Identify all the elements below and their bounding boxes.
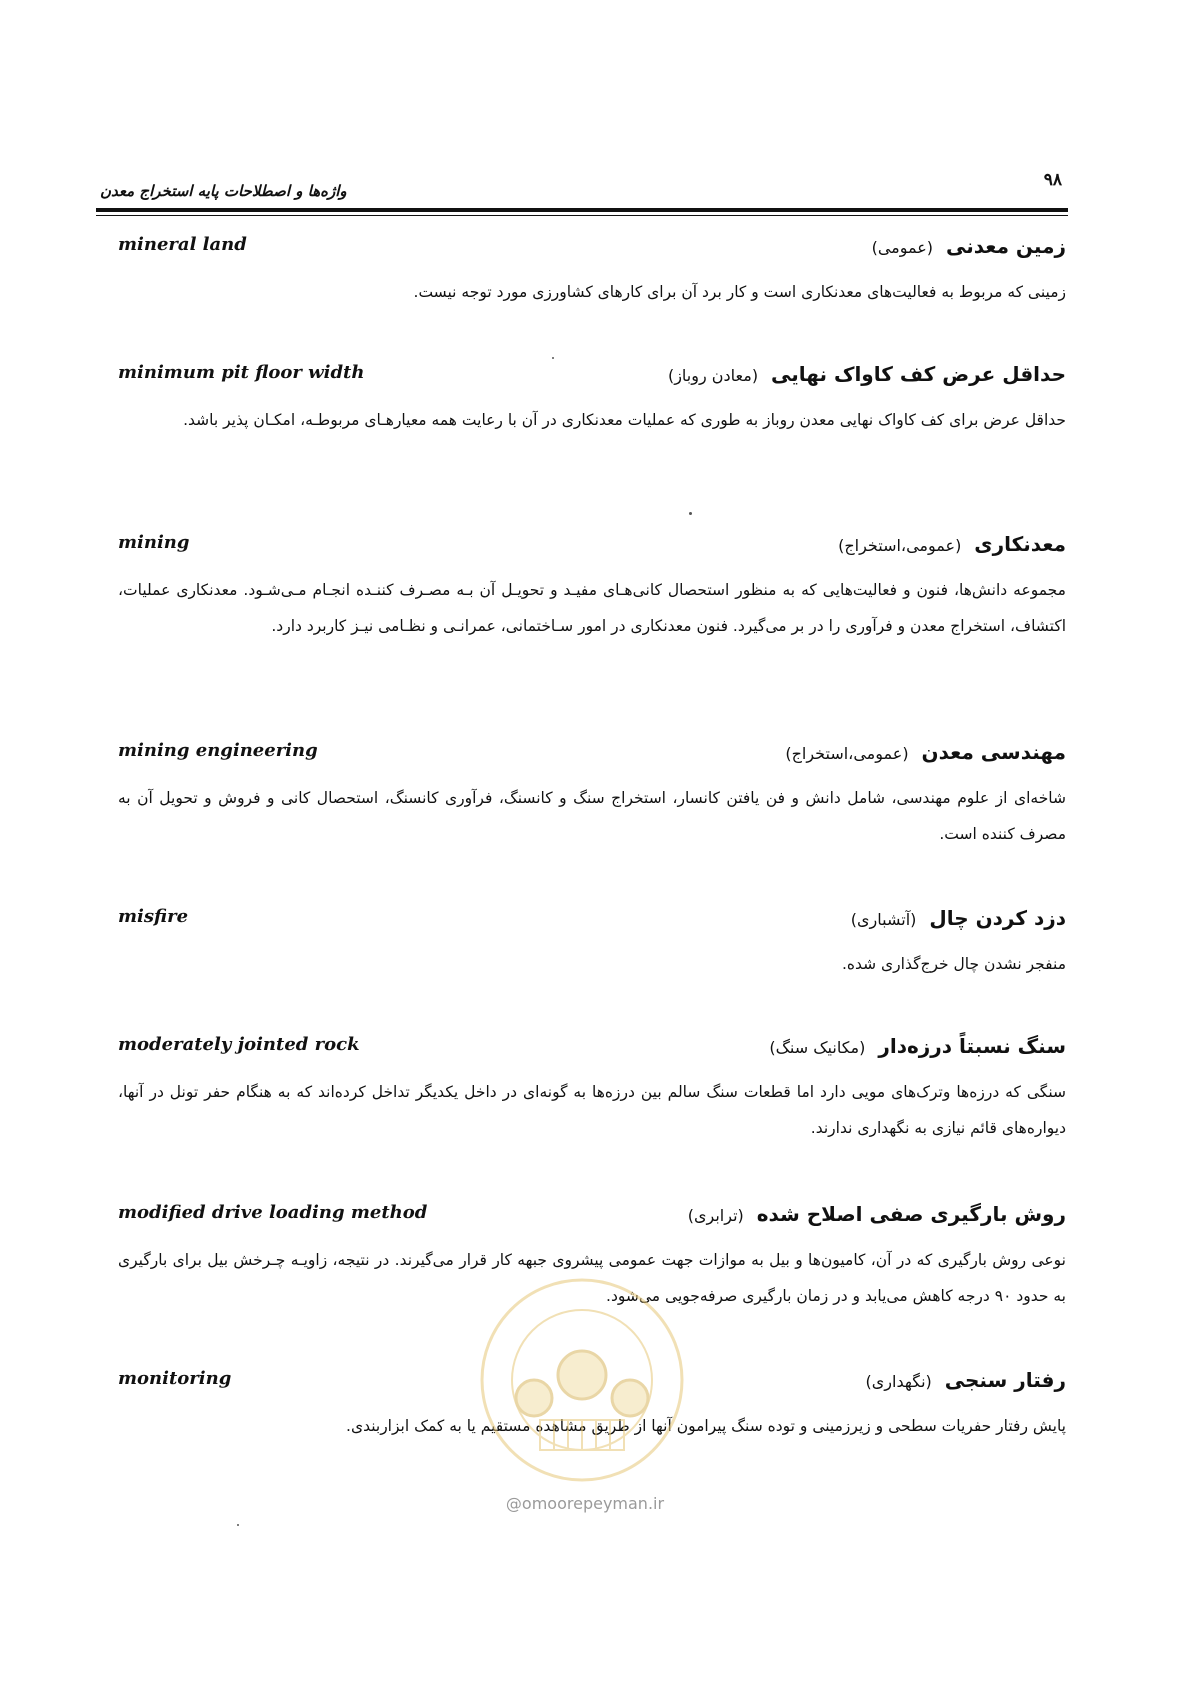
term-english: minimum pit floor width (118, 362, 365, 383)
term-persian-text: معدنکاری (974, 532, 1066, 556)
page-number: ۹۸ (1043, 170, 1062, 190)
term-category: (معادن روباز) (667, 366, 759, 385)
glossary-entry (118, 1368, 1066, 1444)
term-persian (785, 740, 1066, 764)
term-category: (عمومی،استخراج) (838, 536, 962, 555)
term-category: (آتشباری) (850, 910, 917, 929)
term-english: misfire (118, 906, 189, 927)
term-definition: حداقل عرض برای کف کاواک نهایی معدن روباز به طوری که عملیات معدنکاری در آن با رعایت همه معیارهـای مربوطـه، امکـان پذیر باشد. (183, 411, 1066, 429)
term-persian (769, 1034, 1066, 1058)
term-persian-text: روش بارگیری صفی اصلاح شده (756, 1202, 1066, 1226)
entry-heading (118, 362, 1066, 394)
term-definition: نوعی روش بارگیری که در آن، کامیون‌ها و بیل به موازات جهت عمومی پیشروی جبهه کار قرار می‌گیرند. در نتیجه، زاویـه چـرخش بیل برای بارگیری به حدود ۹۰ درجه کاهش می‌یابد و در زمان بارگیری صرفه‌جویی می‌شود. (118, 1251, 1066, 1305)
term-persian (872, 234, 1066, 258)
term-english: mining engineering (118, 740, 318, 761)
running-title: واژه‌ها و اصطلاحات پایه استخراج معدن (100, 182, 347, 200)
term-definition: مجموعه دانش‌ها، فنون و فعالیت‌هایی که به منظور استحصال کانی‌هـای مفیـد و تحویـل آن بـه مصـرف کننـده انجـام مـی‌شـود. معدنکاری عملیات، اکتشاف، استخراج معدن و فرآوری را در بر می‌گیرد. فنون معدنکاری در امور سـاختمانی، عمرانـی و نظـامی نیـز کاربرد دارد. (118, 581, 1066, 635)
watermark-url: @omoorepeyman.ir (505, 1494, 665, 1513)
term-persian (688, 1202, 1066, 1226)
term-definition: منفجر نشدن چال خرج‌گذاری شده. (841, 955, 1066, 973)
glossary-entry (118, 740, 1066, 852)
term-persian (668, 362, 1066, 386)
glossary-entry (118, 532, 1066, 644)
term-persian-text: رفتار سنجی (944, 1368, 1066, 1392)
glossary-entry (118, 362, 1066, 438)
term-persian-text: حداقل عرض کف کاواک نهایی (771, 362, 1066, 386)
glossary-entry (118, 1034, 1066, 1146)
glossary-entry (118, 234, 1066, 310)
entry-heading (118, 1202, 1066, 1234)
term-persian-text: دزد کردن چال (929, 906, 1066, 930)
term-category: (ترابری) (687, 1206, 744, 1225)
term-category: (عمومی) (871, 238, 934, 257)
glossary-entry (118, 906, 1066, 982)
term-english: modified drive loading method (118, 1202, 428, 1223)
header-rule-thin (96, 215, 1068, 216)
term-persian-text: زمین معدنی (946, 234, 1066, 258)
term-persian (851, 906, 1066, 930)
term-persian-text: سنگ نسبتاً درزه‌دار (878, 1034, 1066, 1058)
entry-heading (118, 906, 1066, 938)
scan-speck (237, 1524, 239, 1526)
term-english: mining (118, 532, 190, 553)
term-persian-text: مهندسی معدن (921, 740, 1066, 764)
scan-speck (552, 357, 554, 359)
term-english: moderately jointed rock (118, 1034, 360, 1055)
header-rule-thick (96, 208, 1068, 212)
term-category: (نگهداری) (865, 1372, 932, 1391)
entry-heading (118, 1034, 1066, 1066)
term-category: (عمومی،استخراج) (785, 744, 909, 763)
term-english: monitoring (118, 1368, 232, 1389)
scan-speck (689, 512, 692, 515)
entry-heading (118, 1368, 1066, 1400)
term-english: mineral land (118, 234, 247, 255)
term-definition: شاخه‌ای از علوم مهندسی، شامل دانش و فن یافتن کانسار، استخراج سنگ و کانسنگ، فرآوری کانسنگ، استحصال کانی و فروش و تحویل آن به مصرف کننده است. (118, 789, 1066, 843)
term-category: (مکانیک سنگ) (769, 1038, 866, 1057)
term-persian (866, 1368, 1066, 1392)
term-definition: پایش رفتار حفریات سطحی و زیرزمینی و توده سنگ پیرامون آنها از طریق مشاهده مستقیم یا به کمک ابزاربندی. (346, 1417, 1066, 1435)
entry-heading (118, 234, 1066, 266)
entry-heading (118, 740, 1066, 772)
term-definition: زمینی که مربوط به فعالیت‌های معدنکاری است و کار برد آن برای کارهای کشاورزی مورد توجه نیست. (413, 283, 1066, 301)
term-definition: سنگی که درزه‌ها وترک‌های مویی دارد اما قطعات سنگ سالم بین درزه‌ها به گونه‌ای در داخل یکدیگر تداخل کرده‌اند که به هنگام حفر تونل در آنها، دیواره‌های قائم نیازی به نگهداری ندارند. (118, 1083, 1066, 1137)
entry-heading (118, 532, 1066, 564)
glossary-entry (118, 1202, 1066, 1314)
term-persian (838, 532, 1066, 556)
